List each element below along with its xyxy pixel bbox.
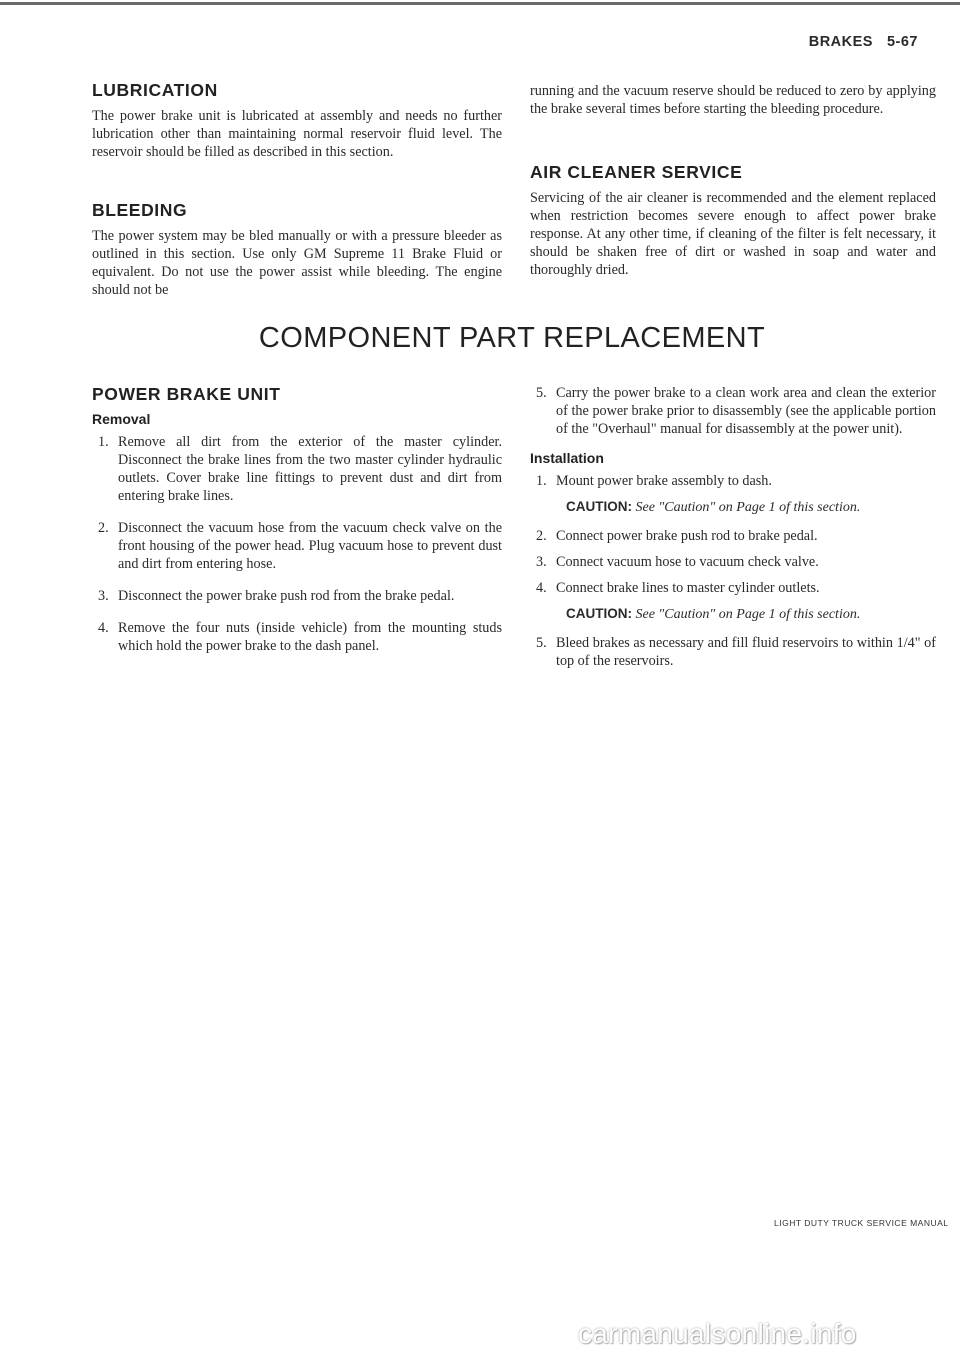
header-page-number: 5-67 <box>886 34 918 50</box>
step-number: 3. <box>536 554 547 570</box>
step-text: Connect vacuum hose to vacuum check valve. <box>556 554 819 570</box>
page-footer: LIGHT DUTY TRUCK SERVICE MANUAL <box>774 1218 949 1228</box>
page-header <box>809 34 918 50</box>
step-number: 1. <box>536 473 547 489</box>
step-text: Remove all dirt from the exterior of the master cylinder. Disconnect the brake lines from the two master cylinder hydraulic outlets. Cover brake line fittings to prevent dust and dirt from entering brake lines. <box>118 434 502 504</box>
lubrication-section <box>92 80 502 161</box>
installation-step <box>530 527 936 545</box>
step-text: Connect power brake push rod to brake pedal. <box>556 528 818 544</box>
step-number: 5. <box>536 635 547 651</box>
removal-step <box>92 587 502 605</box>
installation-step <box>530 634 936 670</box>
step-text: Bleed brakes as necessary and fill fluid reservoirs to within 1/4" of top of the reservoirs. <box>556 635 936 669</box>
lubrication-text: The power brake unit is lubricated at assembly and needs no further lubrication other than maintaining normal reservoir fluid level. The reservoir should be filled as described in this section. <box>92 108 502 160</box>
step-text: Connect brake lines to master cylinder outlets. <box>556 580 820 596</box>
removal-heading: Removal <box>92 411 151 427</box>
watermark: carmanualsonline.info <box>578 1318 857 1349</box>
air-cleaner-text: Servicing of the air cleaner is recommended and the element replaced when restriction becomes severe enough to affect power brake response. At any other time, if cleaning of the filter is felt necessary, it should be shaken free of dirt or washed in soap and water and thoroughly dried. <box>530 190 936 278</box>
removal-step <box>92 519 502 573</box>
power-brake-unit-section <box>92 384 502 669</box>
installation-heading: Installation <box>530 450 604 466</box>
step-number: 5. <box>536 385 547 401</box>
step-number: 2. <box>536 528 547 544</box>
step-text: Carry the power brake to a clean work area and clean the exterior of the power brake prior to disassembly (see the applicable portion of the "Overhaul" manual for disassembly at the power unit). <box>556 385 936 437</box>
bleeding-text: The power system may be bled manually or with a pressure bleeder as outlined in this section. Use only GM Supreme 11 Brake Fluid or equivalent. Do not use the power assist while bleeding. The engine should not be <box>92 228 502 298</box>
removal-step <box>92 433 502 505</box>
bleeding-section <box>92 200 502 299</box>
header-section: BRAKES <box>808 34 873 50</box>
step-number: 2. <box>98 520 109 536</box>
step-number: 4. <box>536 580 547 596</box>
air-cleaner-section <box>530 162 936 279</box>
bleeding-heading: BLEEDING <box>92 200 188 220</box>
air-cleaner-heading: AIR CLEANER SERVICE <box>530 162 743 182</box>
installation-step <box>530 553 936 571</box>
removal-steps-continued <box>530 384 936 438</box>
main-title: COMPONENT PART REPLACEMENT <box>258 322 766 354</box>
installation-steps-middle <box>530 527 936 597</box>
removal-steps <box>92 433 502 655</box>
power-brake-unit-heading: POWER BRAKE UNIT <box>92 384 281 404</box>
step-number: 1. <box>98 434 109 450</box>
step-number: 4. <box>98 620 109 636</box>
bleeding-text-continued: running and the vacuum reserve should be reduced to zero by applying the brake several times before starting the bleeding procedure. <box>530 83 936 117</box>
caution-text: See "Caution" on Page 1 of this section. <box>635 500 861 515</box>
step-text: Disconnect the power brake push rod from the brake pedal. <box>118 588 455 604</box>
removal-step <box>92 619 502 655</box>
installation-step <box>530 579 936 597</box>
installation-steps-end <box>530 634 936 670</box>
removal-step <box>530 384 936 438</box>
caution-label: CAUTION: <box>566 606 632 621</box>
power-brake-unit-continued <box>530 384 936 678</box>
bleeding-continued <box>530 82 936 118</box>
step-text: Mount power brake assembly to dash. <box>556 473 772 489</box>
installation-step <box>530 472 936 490</box>
caution-note <box>530 498 936 517</box>
caution-note <box>530 605 936 624</box>
caution-label: CAUTION: <box>566 499 632 514</box>
lubrication-heading: LUBRICATION <box>92 80 218 100</box>
step-number: 3. <box>98 588 109 604</box>
installation-steps <box>530 472 936 490</box>
step-text: Disconnect the vacuum hose from the vacuum check valve on the front housing of the power head. Plug vacuum hose to prevent dust and dirt from entering hose. <box>118 520 502 572</box>
caution-text: See "Caution" on Page 1 of this section. <box>635 607 861 622</box>
top-rule <box>0 2 960 5</box>
step-text: Remove the four nuts (inside vehicle) from the mounting studs which hold the power brake to the dash panel. <box>118 620 502 654</box>
